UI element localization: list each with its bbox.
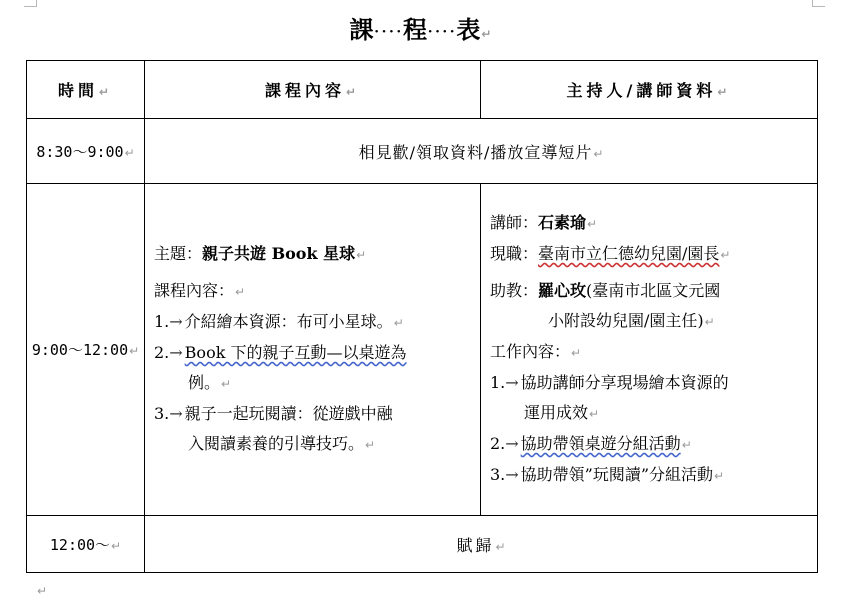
table-header-row [27, 61, 818, 119]
list-item: 1.→ 介紹繪本資源：布可小星球。↵ [154, 312, 404, 331]
title-char-1: 課 [349, 15, 374, 44]
theme-line: 主題：親子共遊 Book 星球↵ [154, 244, 367, 263]
paragraph-mark: ↵ [481, 27, 492, 41]
schedule-table [26, 60, 818, 573]
content-label: 課程內容：↵ [154, 281, 246, 300]
header-time: 時間↵ [27, 61, 145, 119]
job-line: 現職：臺南市立仁德幼兒園/園長↵ [490, 244, 731, 263]
assistant-line-cont: 小附設幼兒園/園主任)↵ [548, 311, 715, 330]
end-time: 12:00～↵ [27, 516, 145, 573]
welcome-time: 8:30～9:00↵ [27, 119, 145, 184]
title-dots-1: ···· [373, 19, 403, 43]
header-host: 主持人/講師資料↵ [481, 61, 818, 119]
main-time: 9:00～12:00↵ [27, 184, 145, 516]
work-item: 1.→ 協助講師分享現場繪本資源的 [490, 373, 729, 392]
work-item-cont: 運用成效↵ [524, 403, 600, 422]
header-content: 課程內容↵ [145, 61, 481, 119]
page-corner-mark-left [24, 0, 37, 7]
assistant-line: 助教：羅心玫(臺南市北區文元國 [490, 281, 721, 300]
title-char-2: 程 [402, 15, 427, 44]
document-title [0, 12, 841, 52]
title-dots-2: ···· [426, 19, 457, 43]
main-content-cell [145, 184, 481, 516]
table-row-welcome [27, 119, 818, 184]
lecturer-line: 講師：石素瑜↵ [490, 213, 598, 232]
list-item: 3.→ 親子一起玩閱讀：從遊戲中融 [154, 404, 393, 423]
final-paragraph-mark: ↵ [37, 584, 48, 598]
list-item-cont: 入閱讀素養的引導技巧。↵ [188, 434, 376, 453]
list-item-cont: 例。↵ [188, 373, 232, 392]
work-label: 工作內容：↵ [490, 342, 582, 361]
main-host-cell [481, 184, 818, 516]
end-content: 賦歸↵ [145, 516, 818, 573]
page-corner-mark-right [812, 0, 825, 7]
list-item: 2.→ Book 下的親子互動—以桌遊為 [154, 343, 407, 362]
work-item: 3.→ 協助帶領”玩閱讀”分組活動↵ [490, 465, 725, 484]
title-char-3: 表 [456, 15, 481, 44]
work-item: 2.→ 協助帶領桌遊分組活動↵ [490, 434, 692, 453]
table-row-end [27, 516, 818, 573]
table-row-main [27, 184, 818, 516]
welcome-content: 相見歡/領取資料/播放宣導短片↵ [145, 119, 818, 184]
